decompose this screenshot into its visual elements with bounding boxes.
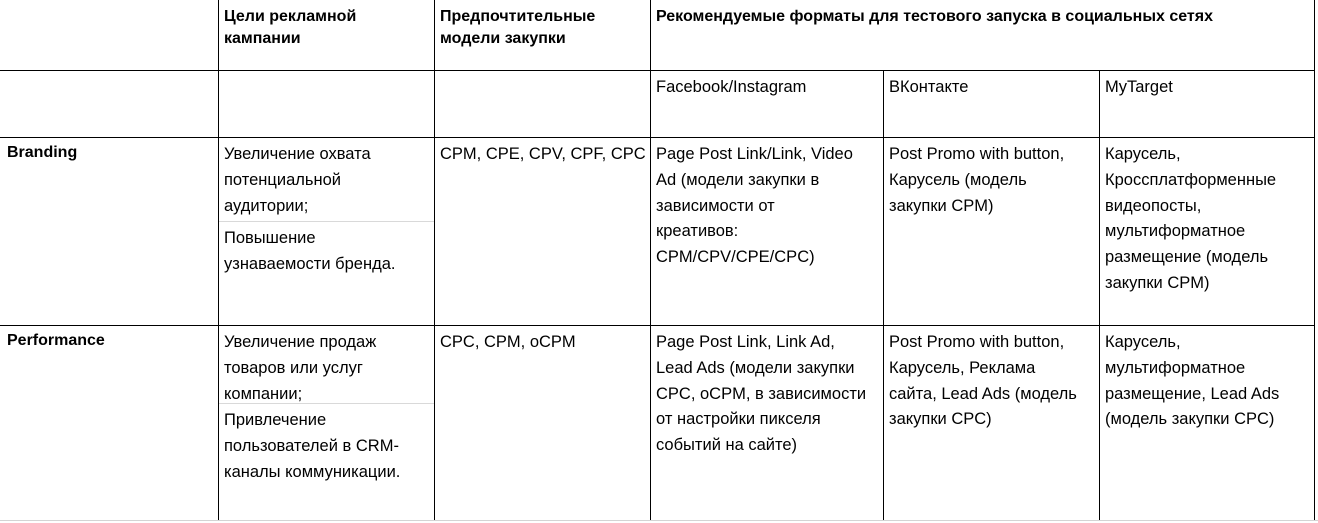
branding-models: CPM, CPE, CPV, CPF, CPC xyxy=(440,145,646,163)
row-label-performance: Performance xyxy=(7,332,105,349)
performance-goal-crm: Привлечение пользователей в CRM- каналы коммуникации. xyxy=(224,411,401,481)
header-formats: Рекомендуемые форматы для тестового запуска в социальных сетях xyxy=(656,8,1213,25)
performance-vk: Post Promo with button, Карусель, Реклама сайта, Lead Ads (модель закупки CPC) xyxy=(889,333,1077,429)
header-goals: Цели рекламной кампании xyxy=(224,8,357,47)
header-facebook: Facebook/Instagram xyxy=(656,78,807,96)
branding-goal-awareness: Повышение узнаваемости бренда. xyxy=(224,229,396,273)
branding-mytarget: Карусель, Кроссплатформенные видеопосты, мультиформатное размещение (модель закупки CPM) xyxy=(1105,145,1277,292)
header-models: Предпочтительные модели закупки xyxy=(440,8,596,47)
performance-goal-sales: Увеличение продаж товаров или услуг компании; xyxy=(224,333,377,403)
col-border-right xyxy=(1314,0,1315,520)
branding-facebook: Page Post Link/Link, Video Ad (модели закупки в зависимости от креативов: CPM/CPV/CPE/CPC) xyxy=(656,145,853,267)
performance-mytarget: Карусель, мультиформатное размещение, Lead Ads (модель закупки CPC) xyxy=(1105,333,1280,429)
header-vk: ВКонтакте xyxy=(889,78,969,96)
header-mytarget: MyTarget xyxy=(1105,78,1173,96)
performance-models: CPC, CPM, oCPM xyxy=(440,333,576,351)
col-border-2 xyxy=(434,0,435,520)
bottom-border xyxy=(0,520,1318,521)
branding-vk: Post Promo with button, Карусель (модель закупки CPM) xyxy=(889,145,1065,215)
branding-goal-reach: Увеличение охвата потенциальной аудитории; xyxy=(224,145,371,215)
performance-facebook: Page Post Link, Link Ad, Lead Ads (модели закупки CPC, oCPM, в зависимости от настройки пикселя событий на сайте) xyxy=(656,333,867,455)
row-label-branding: Branding xyxy=(7,144,78,161)
